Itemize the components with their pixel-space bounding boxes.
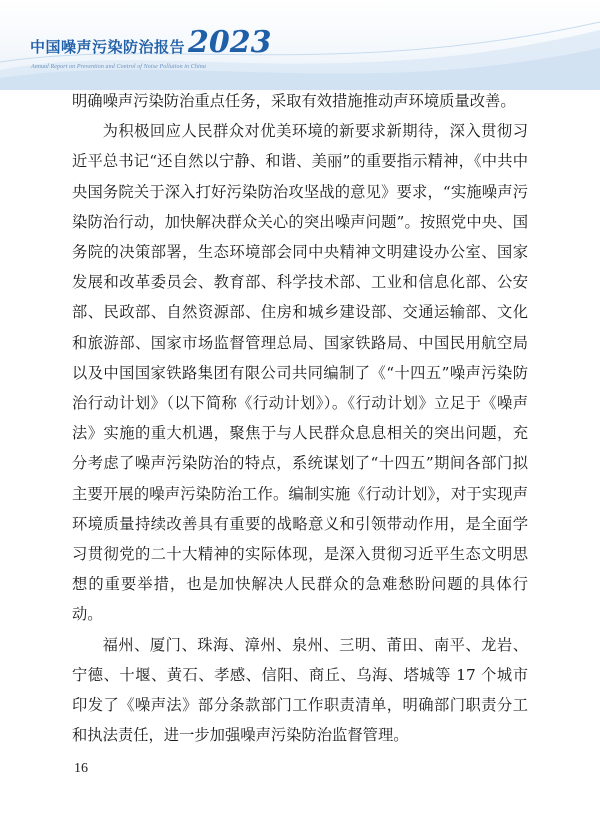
report-title-year: 2023 [188,25,272,60]
paragraph-cities: 福州、厦门、珠海、漳州、泉州、三明、莆田、南平、龙岩、宁德、十堰、黄石、孝感、信阳、商丘、乌海、塔城等 17 个城市印发了《噪声法》部分条款部门工作职责清单，明确部门职责分工和执法责任，进一步加强噪声污染防治监督管理。 [72,635,528,745]
body-text [72,86,528,750]
report-title [30,25,272,60]
paragraph-action-plan: 为积极回应人民群众对优美环境的新要求新期待，深入贯彻习近平总书记“还自然以宁静、和谐、美丽”的重要指示精神，《中共中央国务院关于深入打好污染防治攻坚战的意见》要求，“实施噪声污染防治行动，加快解决群众关心的突出噪声问题”。按照党中央、国务院的决策部署，生态环境部会同中央精神文明建设办公室、国家发展和改革委员会、教育部、科学技术部、工业和信息化部、公安部、民政部、自然资源部、住房和城乡建设部、交通运输部、文化和旅游部、国家市场监督管理总局、国家铁路局、中国民用航空局以及中国国家铁路集团有限公司共同编制了《“十四五”噪声污染防治行动计划》（以下简称《行动计划》）。《行动计划》立足于《噪声法》实施的重大机遇，聚焦于与人民群众息息相关的突出问题，充分考虑了噪声污染防治的特点，系统谋划了“十四五”期间各部门拟主要开展的噪声污染防治工作。编制实施《行动计划》，对于实现声环境质量持续改善具有重要的战略意义和引领带动作用，是全面学习贯彻党的二十大精神的实际体现，是深入贯彻习近平生态文明思想的重要举措，也是加快解决人民群众的急难愁盼问题的具体行动。 [72,122,528,624]
page-number: 16 [74,761,88,776]
report-title-en: Annual Report on Prevention and Control of Noise Pollution in China [31,64,206,70]
paragraph-continuation: 明确噪声污染防治重点任务，采取有效措施推动声环境质量改善。 [72,92,516,110]
page-header [0,0,600,90]
report-title-cn: 中国噪声污染防治报告 [30,38,186,56]
